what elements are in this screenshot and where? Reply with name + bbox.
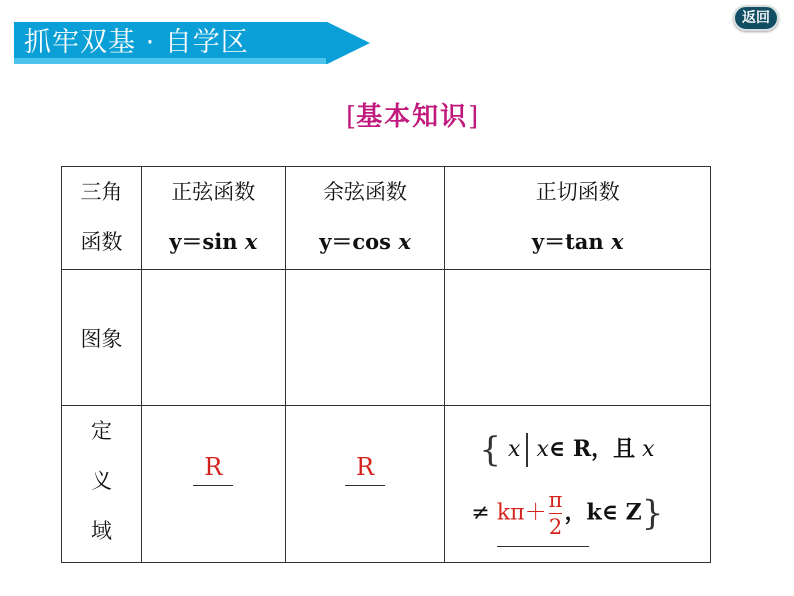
bracket-close: ] xyxy=(468,102,479,132)
set-divider xyxy=(526,433,528,467)
bracket-open: [ xyxy=(346,102,357,132)
graph-label: 图象 xyxy=(80,326,123,351)
set-var: x xyxy=(508,437,521,462)
domain-label-cell xyxy=(62,406,142,563)
cos-formula-prefix: y＝cos xyxy=(319,229,399,254)
frac-numerator: π xyxy=(548,488,563,512)
header-label-line2: 函数 xyxy=(80,230,123,254)
k-in-Z-text: ，k∈ Z xyxy=(564,499,642,526)
trig-function-table xyxy=(61,166,711,563)
cos-name: 余弦函数 xyxy=(323,180,408,204)
tan-formula-var: x xyxy=(610,229,624,254)
sin-header-cell xyxy=(141,167,285,270)
tan-formula xyxy=(445,217,710,267)
cos-domain-blank xyxy=(345,452,385,482)
banner-title: 抓牢双基 · 自学区 xyxy=(24,27,249,58)
sin-domain-underline xyxy=(193,485,233,486)
sin-domain-blank xyxy=(193,452,233,482)
header-row xyxy=(62,167,711,270)
graph-row xyxy=(62,270,711,406)
neq-sign: ≠ xyxy=(471,500,490,526)
tan-domain-line2 xyxy=(471,488,663,539)
domain-row xyxy=(62,406,711,563)
cos-domain-underline xyxy=(345,485,385,486)
graph-label-cell xyxy=(62,270,142,406)
cos-domain-answer: R xyxy=(355,453,375,481)
tan-formula-prefix: y＝tan xyxy=(531,229,611,254)
sin-domain-cell xyxy=(141,406,285,563)
domain-label-2: 义 xyxy=(90,469,112,493)
tan-domain-expression xyxy=(445,406,710,562)
header-label-line1: 三角 xyxy=(80,180,123,204)
tan-graph-cell xyxy=(445,270,711,406)
cos-header-cell xyxy=(285,167,445,270)
brace-open: { xyxy=(479,430,502,470)
sin-formula-prefix: y＝sin xyxy=(169,229,245,254)
sin-formula xyxy=(142,217,285,267)
tan-name: 正切函数 xyxy=(535,180,620,204)
condition-var: x xyxy=(536,437,549,462)
tan-domain-underline xyxy=(497,546,589,547)
header-label-cell xyxy=(62,167,142,270)
brace-close: } xyxy=(641,493,664,534)
tan-domain-line1 xyxy=(479,430,654,470)
section-title-text: 基本知识 xyxy=(356,102,469,132)
tan-header-cell xyxy=(445,167,711,270)
pi-over-2-fraction xyxy=(549,488,563,539)
domain-label-1: 定 xyxy=(90,419,112,443)
sin-domain-answer: R xyxy=(204,453,223,481)
frac-line xyxy=(549,513,563,514)
condition-var-2: x xyxy=(642,437,655,462)
k-pi-term: kπ＋ xyxy=(496,500,547,526)
sin-graph-cell xyxy=(141,270,285,406)
cos-formula xyxy=(286,217,445,267)
frac-denominator: 2 xyxy=(548,515,563,539)
sin-name: 正弦函数 xyxy=(171,180,256,204)
cos-domain-cell xyxy=(285,406,445,563)
cos-graph-cell xyxy=(285,270,445,406)
section-title xyxy=(346,96,478,133)
sin-formula-var: x xyxy=(244,229,258,254)
back-button[interactable]: 返回 xyxy=(733,5,779,31)
cos-formula-var: x xyxy=(398,229,411,254)
domain-label-3: 域 xyxy=(90,519,112,543)
tan-domain-cell xyxy=(445,406,711,563)
in-R-text: ∈ R，且 xyxy=(548,436,636,462)
